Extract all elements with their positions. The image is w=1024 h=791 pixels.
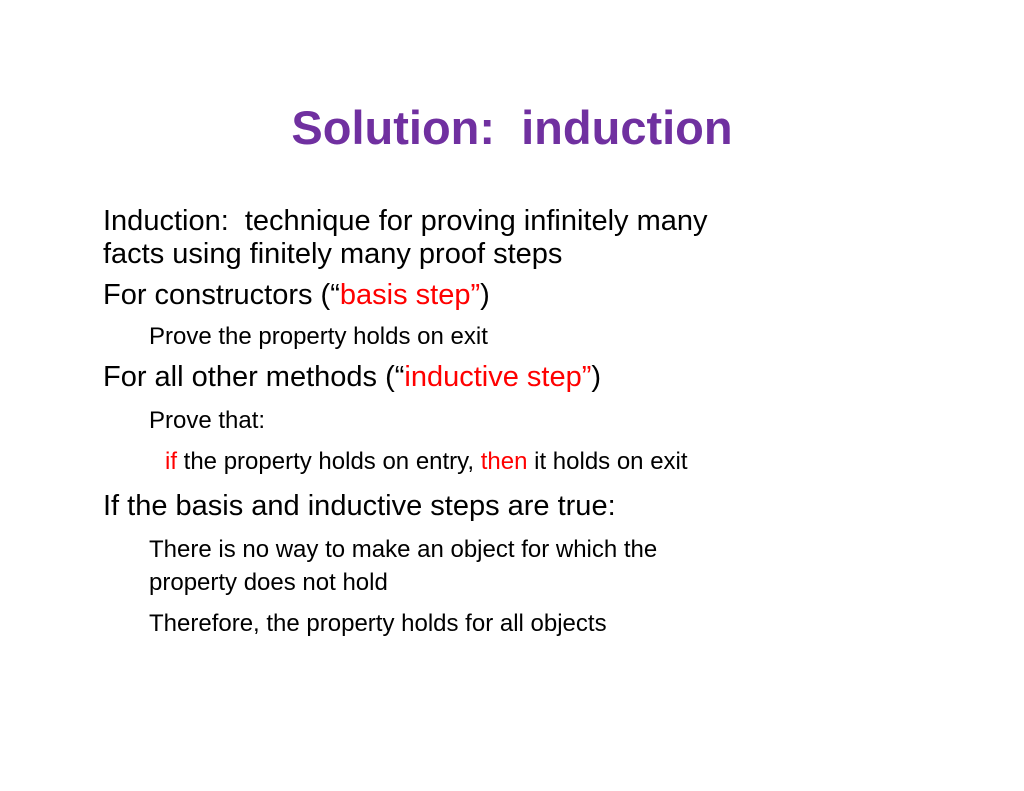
sub-bullet-therefore: Therefore, the property holds for all objects: [149, 610, 607, 637]
if-then-end: it holds on exit: [527, 448, 688, 475]
sub-bullet-prove-exit: Prove the property holds on exit: [149, 323, 488, 350]
inductive-step-highlight: inductive step”: [404, 361, 592, 393]
sub-bullet-prove-that: Prove that:: [149, 407, 266, 434]
bullet-induction-line1: Induction: technique for proving infinitely many: [103, 205, 708, 237]
bullet-induction-line2: facts using finitely many proof steps: [103, 238, 563, 270]
bullet-other-methods-pre: For all other methods (“: [103, 361, 405, 393]
if-keyword: if: [165, 448, 177, 475]
bullet-basis-inductive-true: If the basis and inductive steps are true:: [103, 490, 616, 522]
then-keyword: then: [480, 448, 528, 475]
bullet-constructors: [103, 279, 903, 312]
basis-step-highlight: basis step”: [339, 279, 481, 311]
slide-title: Solution: induction: [291, 101, 733, 154]
sub-bullet-no-way-line1: There is no way to make an object for which the: [149, 536, 658, 563]
bullet-other-methods: [103, 361, 903, 394]
sub-bullet-no-way-line2: property does not hold: [149, 569, 388, 596]
slide-body: [103, 205, 903, 640]
if-then-middle: the property holds on entry,: [177, 448, 481, 475]
bullet-constructors-post: ): [480, 279, 490, 311]
bullet-constructors-pre: For constructors (“: [103, 279, 340, 311]
sub-sub-bullet-if-then: [165, 445, 903, 478]
bullet-other-methods-post: ): [591, 361, 602, 393]
